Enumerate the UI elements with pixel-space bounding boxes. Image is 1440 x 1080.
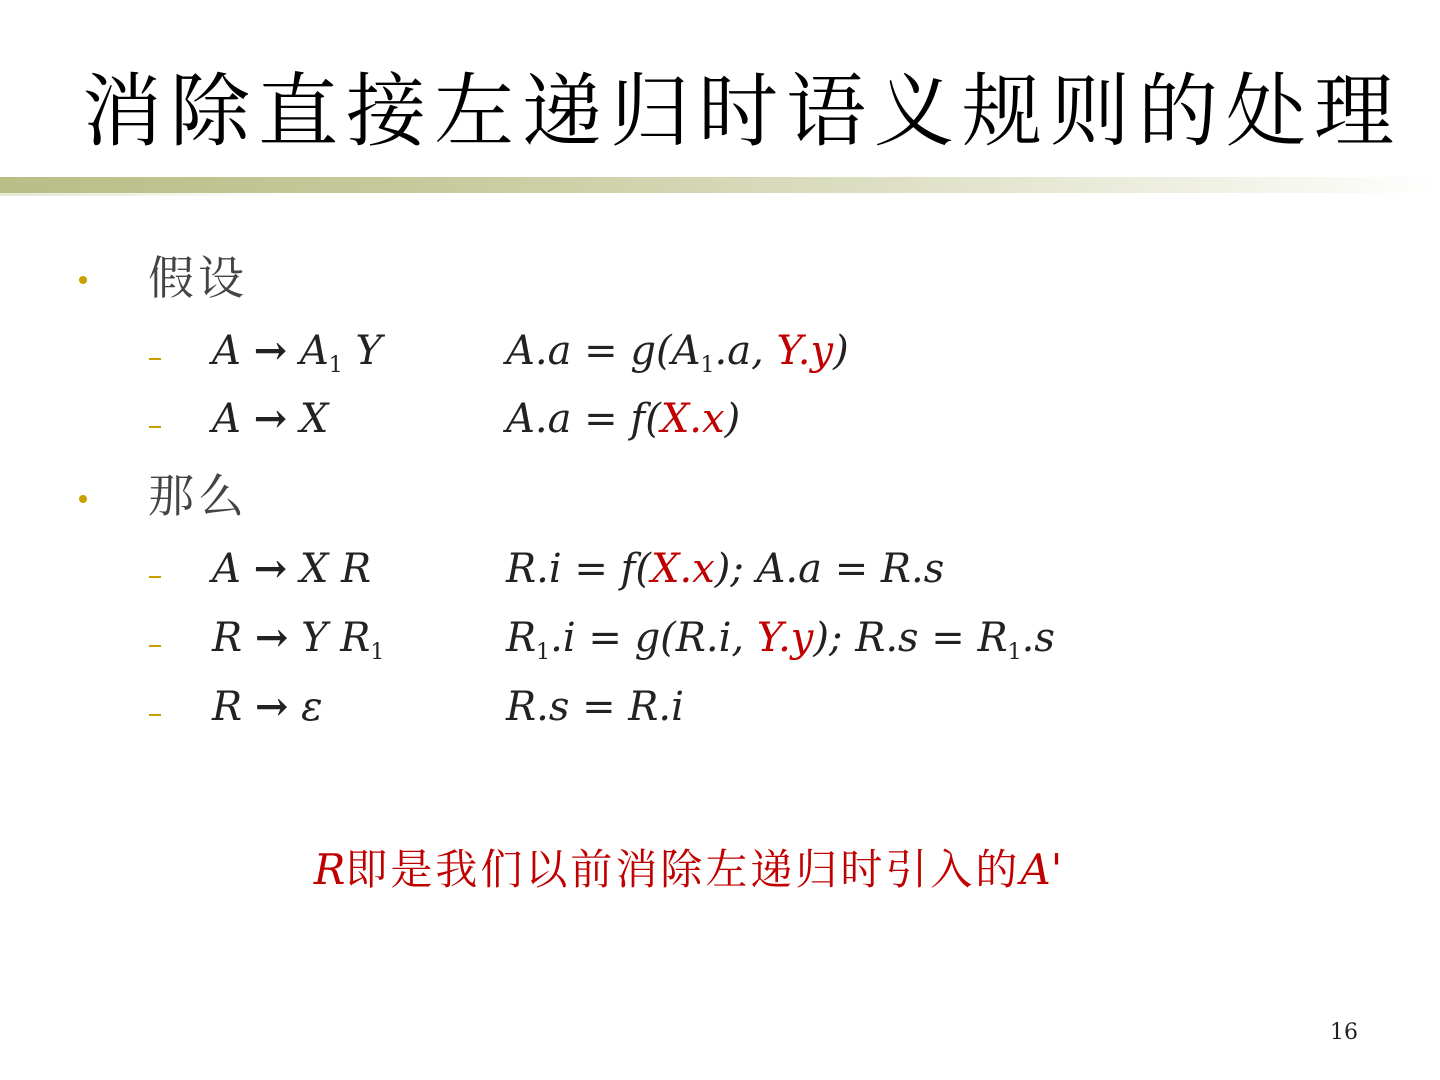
rule-text: .i = g(R.i, [550,615,757,661]
rule-text: ) [833,328,849,374]
rule-highlight: X.x [660,396,725,442]
prod-text: X R [287,546,372,592]
note-body: 即是我们以前消除左递归时引入的 [345,845,1021,894]
prod-text: A [212,546,254,592]
bullet-label-assume: 假设 [148,251,248,305]
semantic-rule-1 [506,326,849,391]
prod-text: R [212,615,255,661]
prod-text: R [212,684,255,730]
production-3 [212,544,371,594]
arrow-icon: → [254,614,289,661]
rule-text: .a, [714,328,777,374]
rule-text: R.i = f( [506,546,651,592]
dash-marker [149,358,161,360]
dash-marker [149,714,161,716]
note-prefix: R [313,845,346,894]
slide-title: 消除直接左递归时语义规则的处理 [82,65,1402,158]
subscript: 1 [370,640,385,665]
prod-text: A [212,328,254,374]
arrow-icon: → [253,327,288,374]
bullet-dot-then [79,495,87,503]
prod-text: Y [342,328,382,374]
rule-text: R.s = R.i [506,684,684,730]
production-4 [212,613,384,678]
arrow-icon: → [253,395,288,442]
note-text [0,842,1376,898]
prod-text: ε [288,684,323,730]
rule-text: ); R.s = R [813,615,1008,661]
arrow-icon: → [253,545,288,592]
rule-text: A.a = g(A [506,328,701,374]
title-underline-bar [0,177,1440,193]
rule-text: R [506,615,537,661]
rule-highlight: Y.y [756,615,814,661]
prod-text: Y R [288,615,371,661]
subscript: 1 [1007,640,1022,665]
rule-highlight: Y.y [776,328,834,374]
subscript: 1 [700,353,715,378]
subscript: 1 [536,640,551,665]
subscript: 1 [328,353,343,378]
bullet-label-then: 那么 [148,469,248,523]
prod-text: A [287,328,329,374]
production-2 [212,394,328,444]
note-suffix: A' [1020,845,1063,894]
dash-marker [149,645,161,647]
rule-text: ) [724,396,741,442]
production-1 [212,326,382,391]
production-5 [212,682,323,732]
semantic-rule-5 [506,682,684,732]
semantic-rule-4 [506,613,1055,678]
rule-text: A.a = f( [506,396,661,442]
semantic-rule-2 [506,394,740,444]
dash-marker [149,426,161,428]
bullet-dot-assume [79,276,87,284]
page-number: 16 [1330,1020,1358,1045]
arrow-icon: → [254,683,289,730]
dash-marker [149,576,161,578]
semantic-rule-3 [506,544,944,594]
title-underline-shadow [0,193,300,196]
rule-text: .s [1021,615,1055,661]
rule-text: ); A.a = R.s [714,546,945,592]
rule-highlight: X.x [650,546,715,592]
prod-text: X [287,396,329,442]
prod-text: A [212,396,254,442]
